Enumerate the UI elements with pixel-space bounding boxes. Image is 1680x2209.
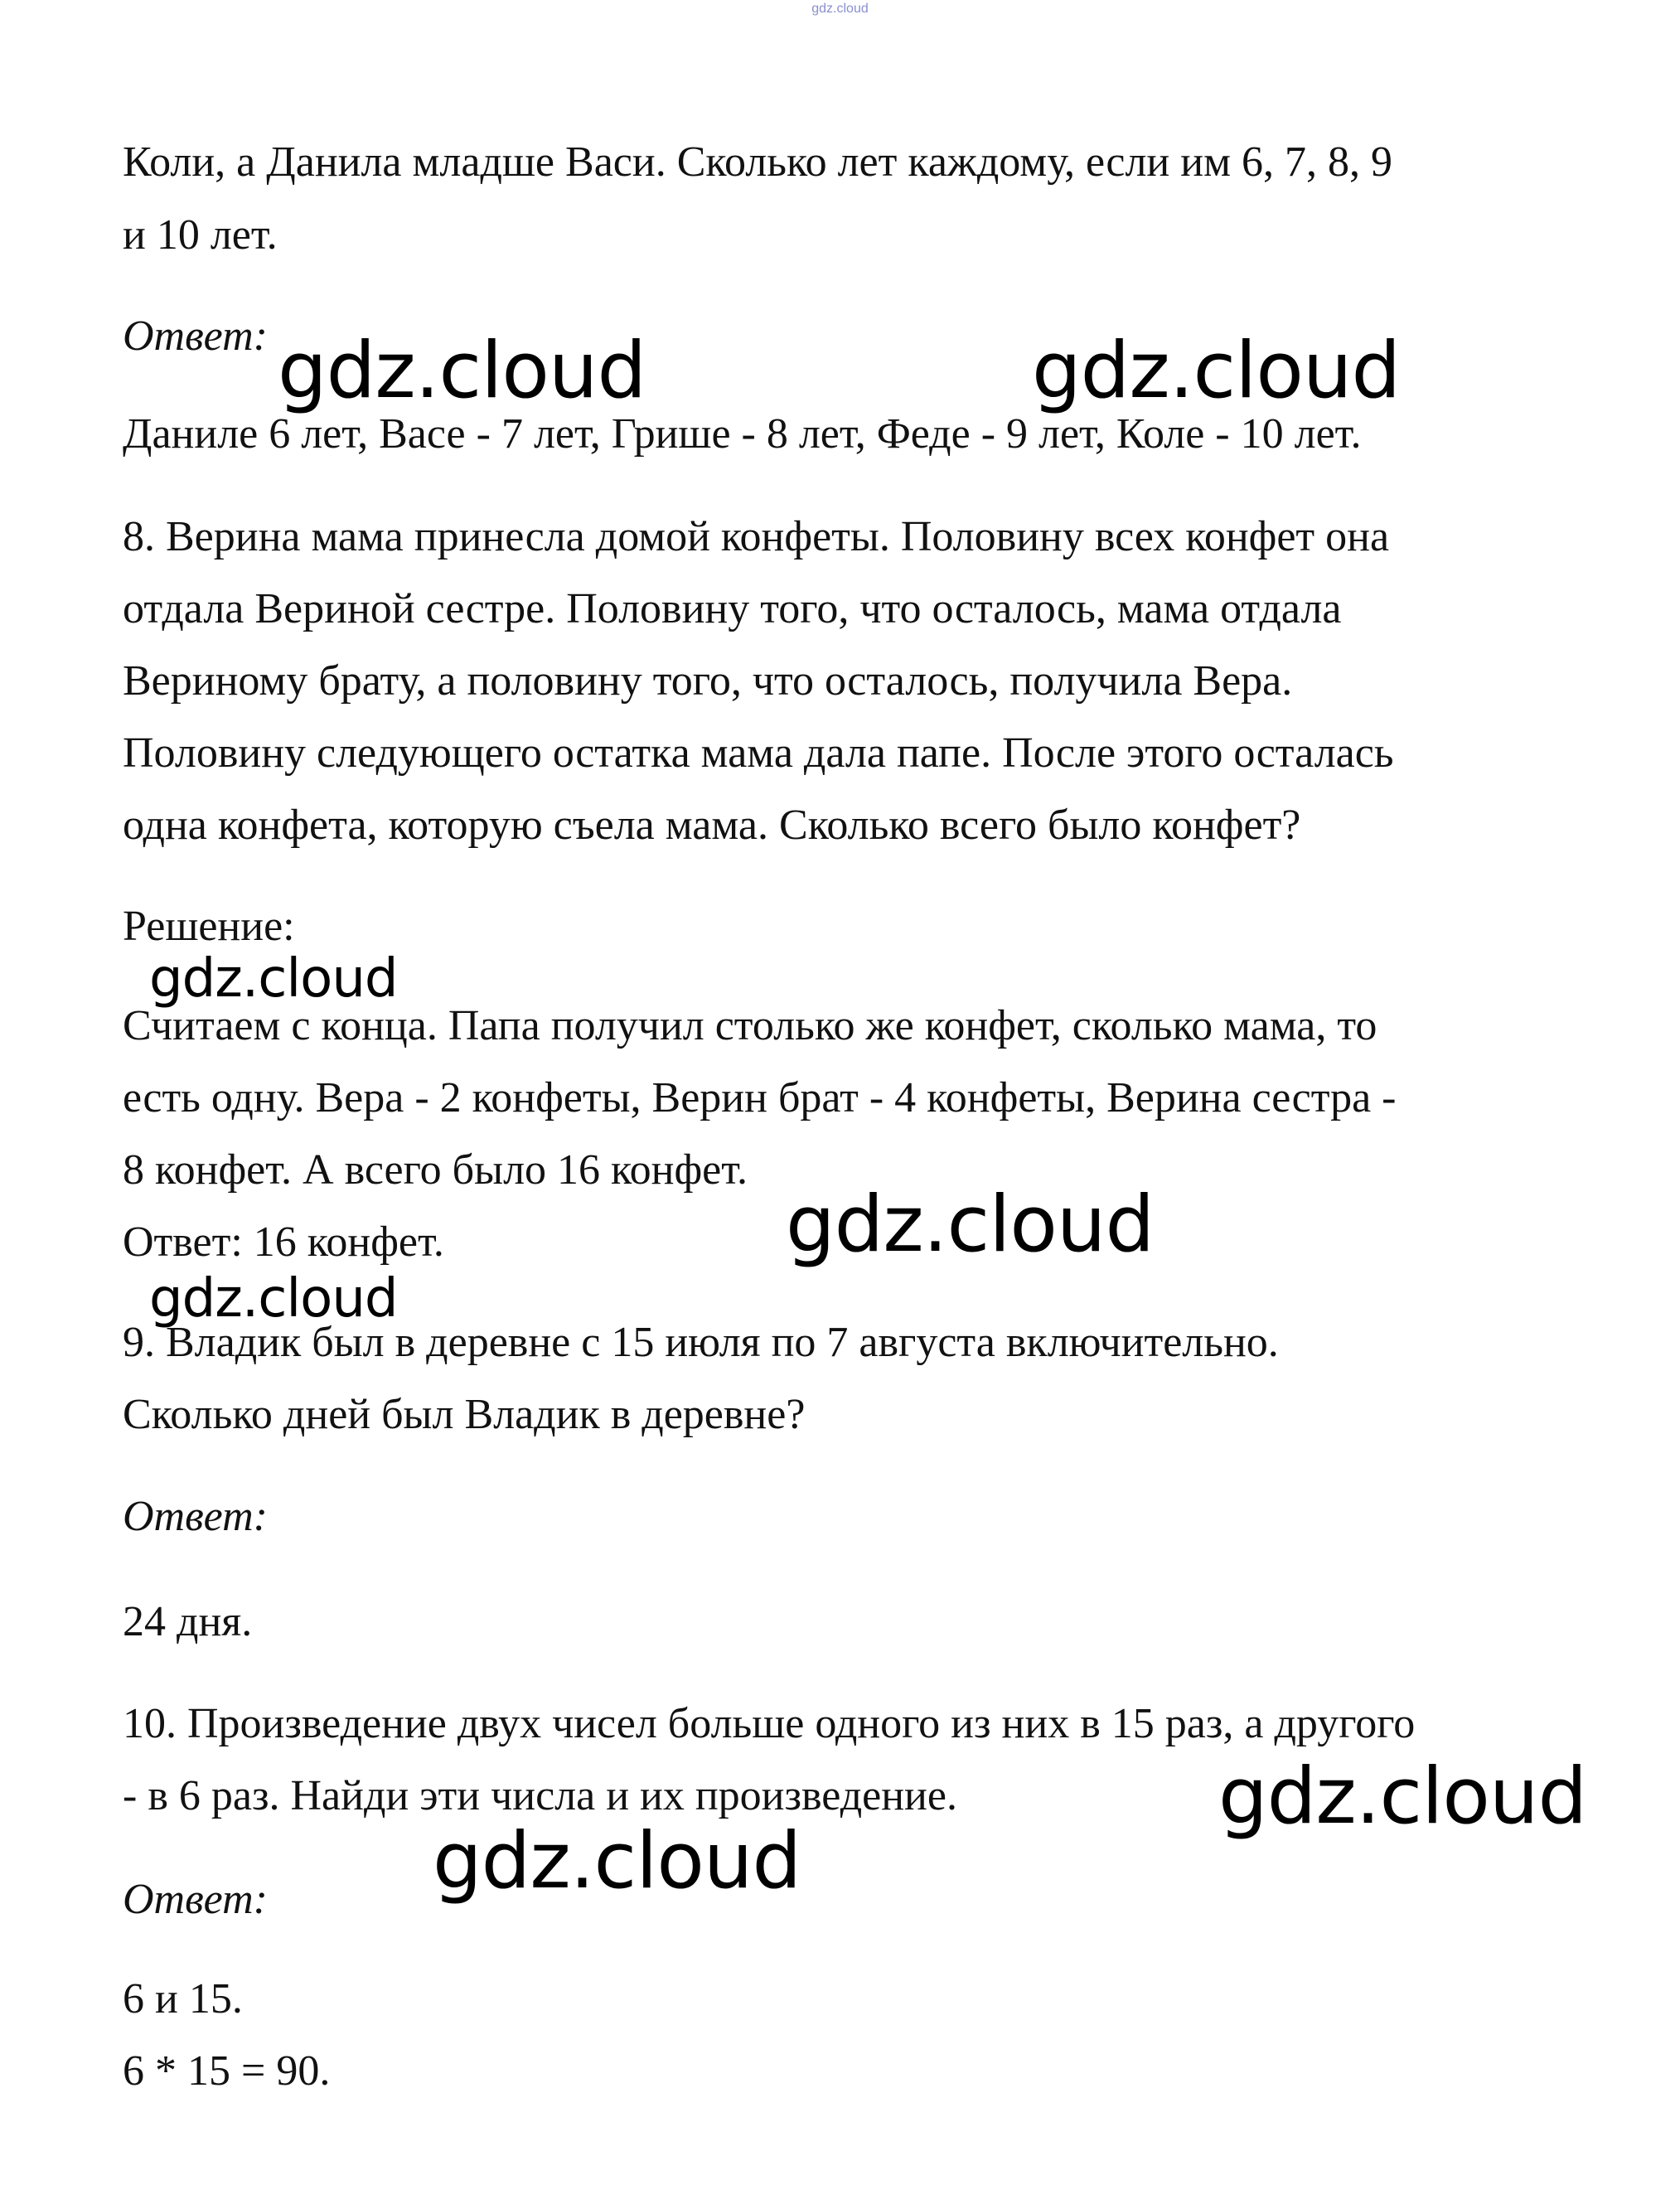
watermark: gdz.cloud	[786, 1180, 1155, 1270]
task8-line-2: отдала Вериной сестре. Половину того, что осталось, мама отдала	[123, 585, 1342, 632]
task10-line-1: 10. Произведение двух чисел больше одного из них в 15 раз, а другого	[123, 1700, 1416, 1747]
task8-line-3: Вериному брату, а половину того, что осталось, получила Вера.	[123, 657, 1293, 705]
task8-answer: Ответ: 16 конфет.	[123, 1218, 444, 1266]
task8-line-5: одна конфета, которую съела мама. Сколько всего было конфет?	[123, 802, 1301, 849]
task10-answer-line-2: 6 * 15 = 90.	[123, 2047, 331, 2095]
task8-solution-line-1: Считаем с конца. Папа получил столько же конфет, сколько мама, то	[123, 1002, 1377, 1049]
task8-solution-line-2: есть одну. Вера - 2 конфеты, Верин брат - 4 конфеты, Верина сестра -	[123, 1074, 1397, 1121]
watermark: gdz.cloud	[433, 1816, 801, 1906]
task10-answer-label: Ответ:	[123, 1876, 268, 1923]
task8-solution-line-3: 8 конфет. А всего было 16 конфет.	[123, 1146, 748, 1194]
watermark: gdz.cloud	[1032, 326, 1401, 416]
watermark: gdz.cloud	[278, 326, 646, 416]
task8-solution-label: Решение:	[123, 903, 295, 950]
task9-line-2: Сколько дней был Владик в деревне?	[123, 1391, 806, 1438]
task7-line-1: Коли, а Данила младше Васи. Сколько лет каждому, если им 6, 7, 8, 9	[123, 138, 1392, 186]
watermark: gdz.cloud	[149, 948, 398, 1010]
task10-line-2: - в 6 раз. Найди эти числа и их произведение.	[123, 1772, 957, 1819]
task9-answer-label: Ответ:	[123, 1493, 268, 1540]
task10-answer-line-1: 6 и 15.	[123, 1975, 243, 2022]
watermark: gdz.cloud	[149, 1268, 398, 1330]
watermark: gdz.cloud	[1218, 1751, 1587, 1842]
task8-line-1: 8. Верина мама принесла домой конфеты. Половину всех конфет она	[123, 513, 1390, 560]
task7-answer-label: Ответ:	[123, 312, 268, 360]
task7-answer: Даниле 6 лет, Васе - 7 лет, Грише - 8 лет, Феде - 9 лет, Коле - 10 лет.	[123, 410, 1362, 458]
task7-line-2: и 10 лет.	[123, 211, 278, 259]
task8-line-4: Половину следующего остатка мама дала папе. После этого осталась	[123, 729, 1394, 777]
site-mark: gdz.cloud	[811, 2, 869, 16]
task9-answer: 24 дня.	[123, 1598, 253, 1645]
task9-line-1: 9. Владик был в деревне с 15 июля по 7 августа включительно.	[123, 1319, 1279, 1366]
